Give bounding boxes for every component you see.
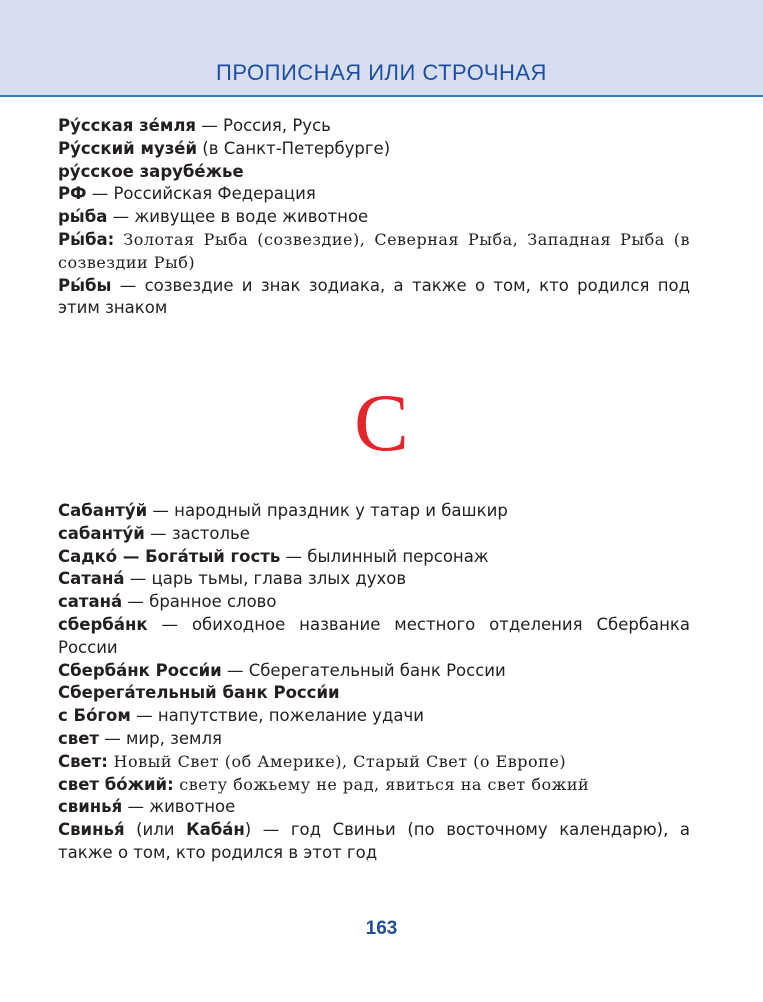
dictionary-entry [58, 568, 690, 591]
entry-headword: Сберба́нк Росси́и [58, 660, 222, 680]
dictionary-entries-top [58, 115, 690, 320]
entry-headword: свинья́ [58, 797, 123, 817]
entry-headword: ру́сское зарубе́жье [58, 161, 244, 181]
entry-headword: Каба́н [186, 820, 245, 840]
dictionary-entry [58, 500, 690, 523]
entry-definition: — народный праздник у татар и башкир [147, 501, 508, 520]
dictionary-entry [58, 523, 690, 546]
dictionary-entry [58, 183, 690, 206]
entry-definition: — созвездие и знак зодиака, а также о том, кто родился под этим знаком [58, 275, 690, 318]
dictionary-entries-bottom [58, 500, 690, 865]
entry-definition: — животное [122, 797, 236, 817]
entry-headword: Сабанту́й [58, 501, 148, 520]
entry-headword: Свинья́ [58, 820, 125, 840]
entry-definition: — мир, земля [98, 728, 222, 748]
entry-definition: — застолье [144, 523, 250, 543]
entry-headword: сатана́ [58, 592, 123, 612]
entry-headword: с Бо́гом [58, 706, 131, 726]
dictionary-entry [58, 796, 690, 819]
entry-definition: — обиходное название местного отделения Сбербанка России [58, 614, 690, 657]
dictionary-entry [58, 115, 690, 138]
dictionary-entry [58, 660, 690, 683]
entry-headword: Ры́бы [58, 275, 112, 295]
entry-definition: — Российская Федерация [86, 184, 316, 204]
dictionary-entry [58, 161, 690, 184]
page-header [0, 0, 763, 97]
entry-headword: Свет: [58, 751, 108, 771]
entry-headword: свет бо́жий: [58, 774, 174, 794]
page-number: 163 [365, 918, 398, 939]
dictionary-entry [58, 751, 690, 774]
entry-definition: — Россия, Русь [196, 116, 331, 135]
dictionary-entry [58, 138, 690, 161]
entry-definition: (в Санкт-Петербурге) [197, 138, 391, 158]
entry-definition: — бранное слово [122, 592, 277, 612]
dictionary-entry [58, 819, 690, 865]
dictionary-entry [58, 705, 690, 728]
entry-definition: — напутствие, пожелание удачи [130, 706, 424, 726]
entry-headword: РФ [58, 184, 87, 204]
dictionary-entry [58, 229, 690, 275]
entry-definition: — Сберегательный банк России [221, 660, 506, 680]
running-head-title: ПРОПИСНАЯ ИЛИ СТРОЧНАЯ [216, 60, 547, 85]
entry-headword: Ру́сский музе́й [58, 138, 198, 158]
entry-headword: ры́ба [58, 207, 108, 227]
entry-headword: Сатана́ [58, 569, 125, 589]
entry-headword: сабанту́й [58, 523, 145, 543]
entry-definition: (или [124, 820, 187, 840]
entry-headword: свет [58, 728, 99, 748]
entry-definition: — живущее в воде животное [107, 207, 369, 227]
entry-example: Золотая Рыба (созвездие), Северная Рыба, Западная Рыба (в созвездии Рыб) [58, 229, 690, 272]
entry-headword: Ры́ба: [58, 229, 115, 249]
dictionary-entry [58, 206, 690, 229]
entry-definition: — царь тьмы, глава злых духов [124, 569, 407, 589]
entry-headword: сберба́нк [58, 614, 148, 634]
entry-headword: Садко́ — Бога́тый гость [58, 546, 281, 566]
section-letter: С [354, 377, 409, 468]
dictionary-entry [58, 275, 690, 321]
dictionary-entry [58, 546, 690, 569]
dictionary-entry [58, 591, 690, 614]
dictionary-entry [58, 614, 690, 660]
entry-definition: ) — год Свиньи (по восточному календарю), а также о том, кто родился в этот год [58, 820, 690, 862]
dictionary-entry [58, 682, 690, 705]
entry-headword: Сберега́тельный банк Росси́и [58, 683, 340, 703]
entry-example: Новый Свет (об Америке), Старый Свет (о Европе) [107, 751, 567, 771]
entry-definition: — былинный персонаж [280, 546, 489, 566]
dictionary-entry [58, 728, 690, 751]
entry-headword: Ру́сская зе́мля [58, 116, 197, 135]
entry-example: свету божьему не рад, явиться на свет божий [173, 774, 590, 794]
dictionary-entry [58, 774, 690, 797]
